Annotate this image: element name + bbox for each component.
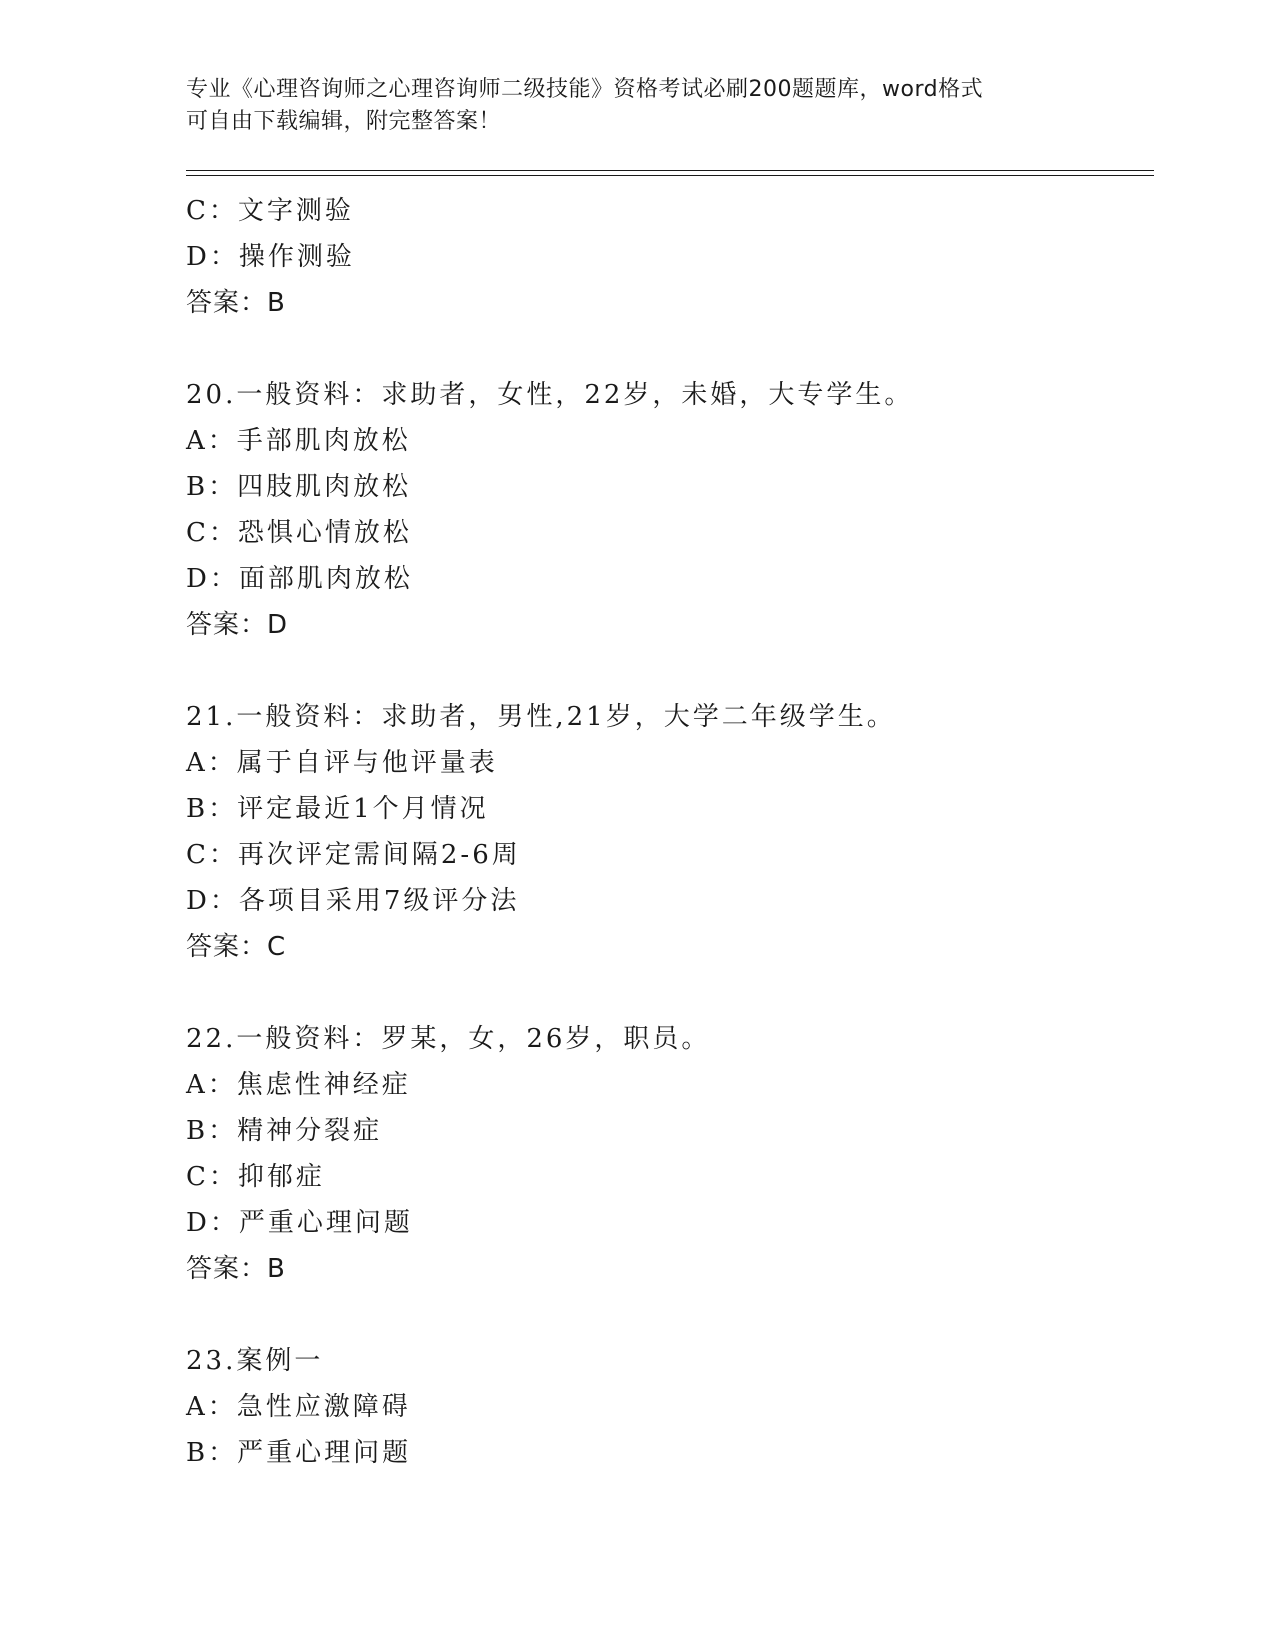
spacer bbox=[186, 326, 1154, 372]
spacer bbox=[186, 1292, 1154, 1338]
header-line-2: 可自由下载编辑，附完整答案！ bbox=[186, 109, 502, 134]
question-block-22 bbox=[186, 1016, 1154, 1292]
spacer bbox=[186, 648, 1154, 694]
option-c: C：恐惧心情放松 bbox=[186, 518, 412, 548]
option-d: D：面部肌肉放松 bbox=[186, 564, 413, 594]
answer-line: 答案：B bbox=[186, 288, 286, 318]
option-b: B：四肢肌肉放松 bbox=[186, 472, 412, 502]
question-title: 23.案例一 bbox=[186, 1346, 324, 1376]
option-c: C：抑郁症 bbox=[186, 1162, 325, 1192]
question-title: 21.一般资料：求助者，男性,21岁，大学二年级学生。 bbox=[186, 702, 896, 732]
option-a: A：急性应激障碍 bbox=[186, 1392, 411, 1422]
question-list bbox=[186, 188, 1154, 1476]
option-d: D：严重心理问题 bbox=[186, 1208, 413, 1238]
option-b: B：评定最近1个月情况 bbox=[186, 794, 489, 824]
option-d: D：操作测验 bbox=[186, 242, 355, 272]
option-a: A：手部肌肉放松 bbox=[186, 426, 411, 456]
answer-line: 答案：D bbox=[186, 610, 289, 640]
question-block-20 bbox=[186, 372, 1154, 648]
document-header bbox=[186, 74, 1086, 138]
question-title: 20.一般资料：求助者，女性，22岁，未婚，大专学生。 bbox=[186, 380, 914, 410]
header-rule-bottom bbox=[186, 175, 1154, 176]
option-d: D：各项目采用7级评分法 bbox=[186, 886, 520, 916]
option-a: A：焦虑性神经症 bbox=[186, 1070, 411, 1100]
question-block-21 bbox=[186, 694, 1154, 970]
question-block-prev bbox=[186, 188, 1154, 326]
option-c: C：文字测验 bbox=[186, 196, 354, 226]
spacer bbox=[186, 970, 1154, 1016]
question-block-23 bbox=[186, 1338, 1154, 1476]
answer-line: 答案：B bbox=[186, 1254, 286, 1284]
option-a: A：属于自评与他评量表 bbox=[186, 748, 498, 778]
option-c: C：再次评定需间隔2-6周 bbox=[186, 840, 521, 870]
question-title: 22.一般资料：罗某，女，26岁，职员。 bbox=[186, 1024, 711, 1054]
answer-line: 答案：C bbox=[186, 932, 287, 962]
option-b: B：精神分裂症 bbox=[186, 1116, 383, 1146]
header-rule-top bbox=[186, 170, 1154, 171]
option-b: B：严重心理问题 bbox=[186, 1438, 412, 1468]
header-line-1: 专业《心理咨询师之心理咨询师二级技能》资格考试必刷200题题库，word格式 bbox=[186, 77, 984, 102]
